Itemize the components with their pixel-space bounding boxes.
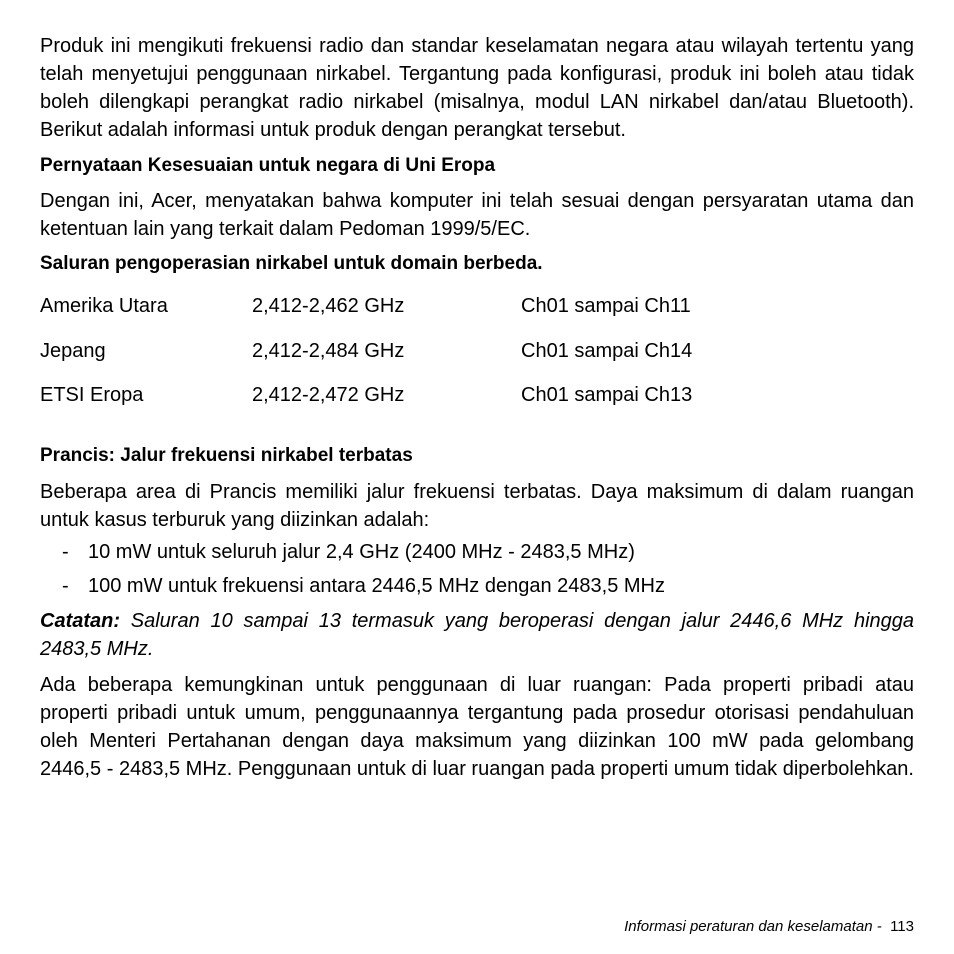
- list-item-text: 100 mW untuk frekuensi antara 2446,5 MHz dengan 2483,5 MHz: [88, 574, 665, 597]
- table-row: [40, 337, 914, 382]
- frequency-cell: 2,412-2,462 GHz: [252, 295, 405, 317]
- table-row: [40, 381, 914, 426]
- channels-cell: Ch01 sampai Ch11: [521, 295, 691, 317]
- eu-declaration-paragraph: Dengan ini, Acer, menyatakan bahwa komputer ini telah sesuai dengan persyaratan utama dan ketentuan lain yang terkait dalam Pedoman 1999/5/EC.: [40, 190, 914, 240]
- intro-paragraph: Produk ini mengikuti frekuensi radio dan standar keselamatan negara atau wilayah tertentu yang telah menyetujui penggunaan nirkabel. Tergantung pada konfigurasi, produk ini boleh atau tidak boleh dilengkapi perangkat radio nirkabel (misalnya, modul LAN nirkabel dan/atau Bluetooth). Berikut adalah informasi untuk produk dengan perangkat tersebut.: [40, 35, 914, 141]
- list-dash: -: [62, 574, 69, 597]
- eu-declaration-heading: Pernyataan Kesesuaian untuk negara di Uni Eropa: [40, 155, 496, 176]
- frequency-cell: 2,412-2,472 GHz: [252, 384, 405, 406]
- list-dash: -: [62, 540, 69, 563]
- france-paragraph: Beberapa area di Prancis memiliki jalur frekuensi terbatas. Daya maksimum di dalam ruangan untuk kasus terburuk yang diizinkan adalah:: [40, 480, 914, 531]
- list-item: [40, 538, 914, 566]
- region-cell: ETSI Eropa: [40, 384, 144, 406]
- page-number: 113: [890, 918, 914, 935]
- note-text: Saluran 10 sampai 13 termasuk yang beroperasi dengan jalur 2446,6 MHz hingga 2483,5 MHz.: [40, 609, 914, 660]
- region-cell: Jepang: [40, 339, 106, 362]
- channels-heading: Saluran pengoperasian nirkabel untuk domain berbeda.: [40, 253, 543, 274]
- power-limits-list: [40, 538, 914, 600]
- france-heading: Prancis: Jalur frekuensi nirkabel terbatas: [40, 444, 413, 466]
- note-label: Catatan:: [40, 609, 121, 632]
- region-cell: Amerika Utara: [40, 295, 168, 317]
- outdoor-use-paragraph: Ada beberapa kemungkinan untuk penggunaan di luar ruangan: Pada properti pribadi atau properti pribadi untuk umum, penggunaannya tergantung pada prosedur otorisasi pendahuluan oleh Menteri Pertahanan dengan daya maksimum yang diizinkan 100 mW pada gelombang 2446,5 - 2483,5 MHz. Penggunaan untuk di luar ruangan pada properti umum tidak diperbolehkan.: [40, 673, 914, 780]
- table-row: [40, 292, 914, 337]
- frequency-cell: 2,412-2,484 GHz: [252, 339, 405, 362]
- channels-cell: Ch01 sampai Ch13: [521, 384, 693, 406]
- channels-table: [40, 292, 914, 426]
- channels-cell: Ch01 sampai Ch14: [521, 339, 693, 362]
- list-item-text: 10 mW untuk seluruh jalur 2,4 GHz (2400 MHz - 2483,5 MHz): [88, 540, 635, 563]
- footer-section-title: Informasi peraturan dan keselamatan -: [624, 918, 891, 935]
- note-paragraph: [40, 607, 914, 663]
- page-footer: [624, 917, 914, 937]
- list-item: [40, 572, 914, 600]
- document-page: [40, 32, 914, 783]
